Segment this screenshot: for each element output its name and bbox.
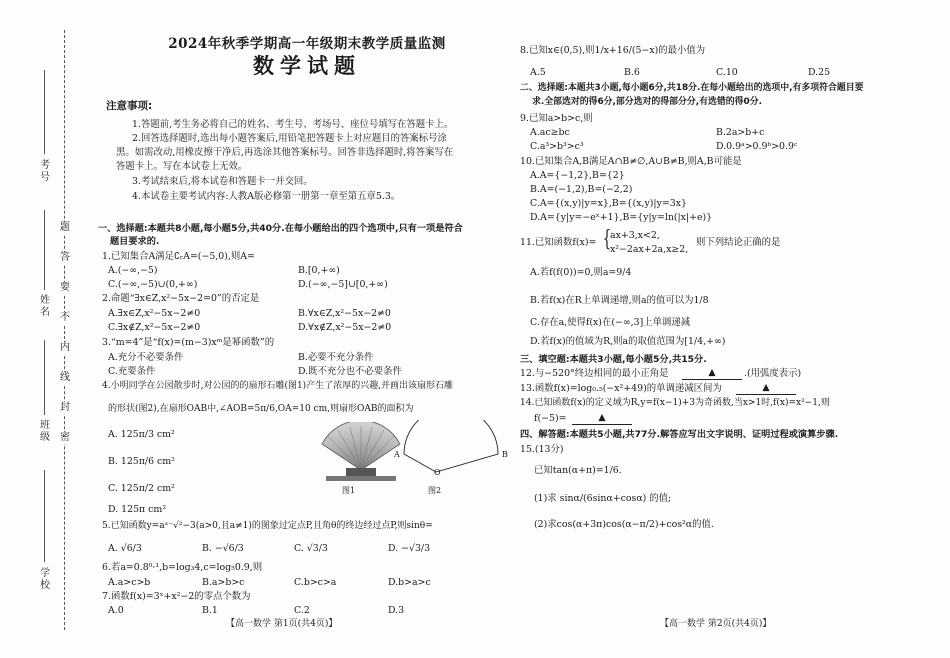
class-label: 班级 bbox=[40, 420, 50, 443]
q5-option-b[interactable]: B. −√6/3 bbox=[202, 543, 244, 554]
q11-option-b[interactable]: B.若f(x)在R上单调递增,则a的值可以为1/8 bbox=[530, 295, 709, 306]
note-line: 1.答题前,考生务必将自己的姓名、考生号、考场号、座位号填写在答题卡上。 bbox=[132, 119, 454, 130]
section-4-heading: 四、解答题:本题共5小题,共77分.解答应写出文字说明、证明过程或演算步骤. bbox=[520, 429, 839, 440]
piecewise-brace: { bbox=[602, 227, 612, 252]
q3-option-b[interactable]: B.必要不充分条件 bbox=[298, 352, 374, 363]
question-12-tail: .(用弧度表示) bbox=[744, 368, 802, 379]
q6-option-d[interactable]: D.b>a>c bbox=[388, 577, 431, 588]
q6-option-c[interactable]: C.b>c>a bbox=[294, 577, 337, 588]
question-4-cont: 的形状(图2),在扇形OAB中,∠AOB=5π/6,OA=10 cm,则扇形OAB的面积为 bbox=[108, 404, 414, 414]
q11-option-a[interactable]: A.若f(f(0))=0,则a=9/4 bbox=[530, 267, 632, 278]
exam-title: 2024年秋季学期高一年级期末教学质量监测 bbox=[168, 36, 446, 52]
q2-option-b[interactable]: B.∀x∈Z,x²−5x−2≠0 bbox=[298, 308, 391, 319]
school-label: 学校 bbox=[40, 568, 50, 591]
q11-option-c[interactable]: C.存在a,使得f(x)在(−∞,3]上单调递减 bbox=[530, 317, 691, 328]
q2-option-a[interactable]: A.∃x∈Z,x²−5x−2≠0 bbox=[108, 308, 201, 319]
class-field[interactable] bbox=[44, 340, 45, 415]
q10-option-c[interactable]: C.A={(x,y)|y=x},B={(x,y)|y=3x} bbox=[530, 198, 687, 209]
section-2-heading: 二、选择题:本题共3小题,每小题6分,共18分.在每小题给出的选项中,有多项符合题目要 bbox=[520, 83, 864, 93]
question-10: 10.已知集合A,B满足A∩B≠∅,A∪B≠B,则A,B可能是 bbox=[520, 156, 742, 167]
q4-option-b[interactable]: B. 125π/6 cm² bbox=[108, 456, 175, 467]
q4-option-a[interactable]: A. 125π/3 cm² bbox=[108, 429, 175, 440]
school-field[interactable] bbox=[44, 470, 45, 562]
q7-option-d[interactable]: D.3 bbox=[388, 605, 405, 616]
figure-1-fan-sculpture bbox=[316, 422, 406, 482]
q7-option-b[interactable]: B.1 bbox=[202, 605, 218, 616]
question-4: 4.小明同学在公园散步时,对公园的的扇形石雕(图1)产生了浓厚的兴趣,并画出该扇形石雕 bbox=[102, 381, 454, 391]
question-1: 1.已知集合A满足∁ᵣA=(−5,0),则A= bbox=[102, 251, 255, 262]
q1-option-b[interactable]: B.[0,+∞) bbox=[298, 265, 340, 276]
q5-option-c[interactable]: C. √3/3 bbox=[294, 543, 328, 554]
question-12: 12.与−520°终边相同的最小正角是 bbox=[520, 368, 669, 379]
q4-option-c[interactable]: C. 125π/2 cm² bbox=[108, 483, 175, 494]
question-9: 9.已知a>b>c,则 bbox=[520, 113, 593, 124]
q13-answer-blank[interactable]: ▲ bbox=[736, 381, 796, 395]
point-b-label: B bbox=[502, 450, 508, 459]
question-15: 15.(13分) bbox=[520, 444, 564, 455]
note-line: 答题卡上。写在本试卷上无效。 bbox=[116, 161, 248, 172]
q8-option-a[interactable]: A.5 bbox=[530, 67, 546, 78]
question-15-given: 已知tan(α+π)=1/6. bbox=[534, 465, 622, 476]
question-2: 2.命题“∃x∈Z,x²−5x−2=0”的否定是 bbox=[102, 293, 260, 304]
page-1-footer: 【高一数学 第1页(共4页)】 bbox=[226, 619, 338, 629]
section-1-heading: 一、选择题:本题共8小题,每小题5分,共40分.在每小题给出的四个选项中,只有一项是符合 bbox=[98, 223, 463, 234]
q5-option-a[interactable]: A. √6/3 bbox=[108, 543, 142, 554]
page-2-footer: 【高一数学 第2页(共4页)】 bbox=[660, 619, 772, 629]
q1-option-c[interactable]: C.(−∞,−5)∪(0,+∞) bbox=[108, 279, 198, 290]
figure-2-caption: 图2 bbox=[428, 486, 442, 495]
note-line: 黑。如需改动,用橡皮擦干净后,再选涂其他答案标号。回答非选择题时,将答案写在 bbox=[116, 147, 454, 158]
figure-1-caption: 图1 bbox=[342, 486, 356, 495]
seal-char: 不 bbox=[60, 312, 70, 323]
q3-option-d[interactable]: D.既不充分也不必要条件 bbox=[298, 366, 402, 377]
seal-char: 内 bbox=[60, 342, 70, 353]
seal-char: 题 bbox=[60, 222, 70, 233]
q3-option-c[interactable]: C.充要条件 bbox=[108, 366, 156, 377]
note-line: 4.本试卷主要考试内容:人教A版必修第一册第一章至第五章5.3。 bbox=[132, 191, 401, 202]
q1-option-d[interactable]: D.(−∞,−5]∪[0,+∞) bbox=[298, 279, 388, 290]
page-1 bbox=[98, 0, 516, 658]
section-1-heading-cont: 题目要求的. bbox=[110, 236, 160, 247]
seal-char: 密 bbox=[60, 432, 70, 443]
section-2-heading-cont: 求.全部选对的得6分,部分选对的得部分分,有选错的得0分. bbox=[532, 97, 762, 107]
figure-2-sector-diagram bbox=[394, 420, 506, 480]
q8-option-b[interactable]: B.6 bbox=[624, 67, 640, 78]
seal-char: 线 bbox=[60, 372, 70, 383]
exam-number-label: 考号 bbox=[40, 160, 50, 183]
question-6: 6.若a=0.8⁰·¹,b=log₃4,c=log₅0.9,则 bbox=[102, 562, 263, 573]
question-14: 14.已知函数f(x)的定义域为R,y=f(x−1)+3为奇函数,当x>1时,f(x)=x²−1,则 bbox=[520, 398, 830, 408]
question-13: 13.函数f(x)=log₀.₅(−x²+49)的单调递减区间为 bbox=[520, 383, 722, 394]
q6-option-b[interactable]: B.a>b>c bbox=[202, 577, 245, 588]
q9-option-d[interactable]: D.0.9ᵃ>0.9ᵇ>0.9ᶜ bbox=[716, 141, 798, 152]
q12-answer-blank[interactable]: ▲ bbox=[682, 366, 742, 380]
name-label: 姓名 bbox=[40, 295, 50, 318]
question-8: 8.已知x∈(0,5),则1/x+16/(5−x)的最小值为 bbox=[520, 45, 706, 56]
q1-option-a[interactable]: A.(−∞,−5) bbox=[108, 265, 158, 276]
question-7: 7.函数f(x)=3ˣ+x²−2的零点个数为 bbox=[102, 591, 251, 602]
q2-option-d[interactable]: D.∀x∉Z,x²−5x−2≠0 bbox=[298, 322, 392, 333]
q9-option-a[interactable]: A.ac≥bc bbox=[530, 127, 570, 138]
binding-strip bbox=[0, 0, 80, 658]
q3-option-a[interactable]: A.充分不必要条件 bbox=[108, 352, 184, 363]
notes-title: 注意事项: bbox=[106, 100, 153, 112]
page-2 bbox=[520, 0, 940, 658]
question-3: 3.“m=4”是“f(x)=(m−3)xᵐ是幂函数”的 bbox=[102, 337, 275, 348]
question-11: 11.已知函数f(x)= bbox=[520, 237, 597, 248]
section-3-heading: 三、填空题:本题共3小题,每小题5分,共15分. bbox=[520, 354, 707, 365]
q10-option-d[interactable]: D.A={y|y=−eˣ+1},B={y|y=ln(|x|+e)} bbox=[530, 212, 713, 223]
seal-line bbox=[64, 30, 65, 630]
q8-option-d[interactable]: D.25 bbox=[808, 67, 831, 78]
note-line: 2.回答选择题时,选出每小题答案后,用铅笔把答题卡上对应题目的答案标号涂 bbox=[132, 133, 447, 144]
question-5: 5.已知函数y=aˣ⁻√²−3(a>0,且a≠1)的图象过定点P,且角θ的终边经过点P,则sinθ= bbox=[102, 521, 433, 531]
q9-option-b[interactable]: B.2a>b+c bbox=[716, 127, 765, 138]
q11-option-d[interactable]: D.若f(x)的值域为R,则a的取值范围为[1/4,+∞) bbox=[530, 336, 726, 347]
question-14-cont: f(−5)= bbox=[534, 413, 567, 424]
q10-option-a[interactable]: A.A={−1,2},B={2} bbox=[530, 170, 625, 181]
question-11-tail: 则下列结论正确的是 bbox=[696, 237, 781, 248]
q10-option-b[interactable]: B.A=(−1,2),B=(−2,2) bbox=[530, 184, 633, 195]
name-field[interactable] bbox=[44, 210, 45, 290]
q6-option-a[interactable]: A.a>c>b bbox=[108, 577, 151, 588]
note-line: 3.考试结束后,将本试卷和答题卡一并交回。 bbox=[132, 176, 313, 187]
q4-option-d[interactable]: D. 125π cm² bbox=[108, 504, 167, 515]
seal-char: 封 bbox=[60, 402, 70, 413]
point-a-label: A bbox=[394, 450, 400, 459]
q11-case-1: ax+3,x<2, bbox=[610, 230, 660, 241]
q9-option-c[interactable]: C.a³>b³>c³ bbox=[530, 141, 584, 152]
point-o-label: O bbox=[434, 468, 441, 477]
q7-option-a[interactable]: A.0 bbox=[108, 605, 124, 616]
q14-answer-blank[interactable]: ▲ bbox=[572, 411, 632, 425]
question-15-part-2: (2)求cos(α+3π)cos(α−π/2)+cos²α的值. bbox=[534, 519, 714, 530]
seal-char: 答 bbox=[60, 252, 70, 263]
q2-option-c[interactable]: C.∃x∉Z,x²−5x−2≠0 bbox=[108, 322, 201, 333]
seal-char: 要 bbox=[60, 282, 70, 293]
q8-option-c[interactable]: C.10 bbox=[716, 67, 738, 78]
exam-number-field[interactable] bbox=[44, 70, 45, 154]
q7-option-c[interactable]: C.2 bbox=[294, 605, 310, 616]
subject-title: 数学试题 bbox=[253, 54, 361, 78]
question-15-part-1: (1)求 sinα/(6sinα+cosα) 的值; bbox=[534, 493, 672, 504]
q5-option-d[interactable]: D. −√3/3 bbox=[388, 543, 431, 554]
q11-case-2: x²−2ax+2a,x≥2, bbox=[610, 244, 689, 255]
